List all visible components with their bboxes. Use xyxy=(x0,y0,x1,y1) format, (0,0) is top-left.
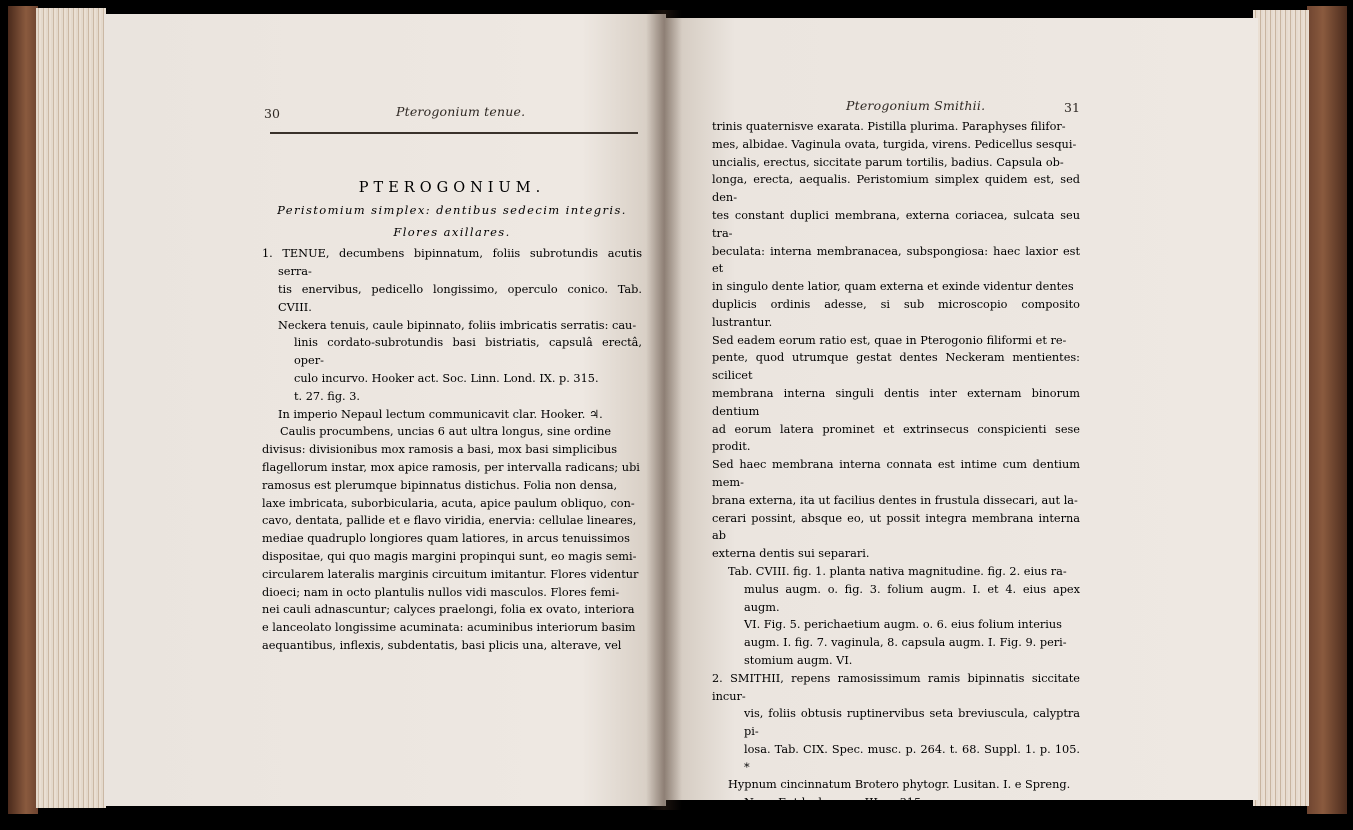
header-rule xyxy=(270,132,638,134)
description-line: dispositae, qui quo magis margini propinqui sunt, eo magis semi- xyxy=(262,549,637,563)
species-line: vis, foliis obtusis ruptinervibus seta breviuscula, calyptra pi- xyxy=(744,707,1080,739)
left-page-text xyxy=(262,180,642,655)
description-line: divisus: divisionibus mox ramosis a basi, mox basi simplicibus xyxy=(262,443,618,457)
genus-character-line: Flores axillares. xyxy=(393,224,511,239)
description-line: aequantibus, inflexis, subdentatis, basi plicis una, alterave, vel xyxy=(262,638,622,652)
description-line: circularem lateralis marginis circuitum imitantur. Flores videntur xyxy=(262,567,639,581)
description-line: dioeci; nam in octo plantulis nullos vidi masculos. Flores femi- xyxy=(262,585,620,599)
text-line: mes, albidae. Vaginula ovata, turgida, virens. Pedicellus sesqui- xyxy=(712,137,1077,151)
text-line: duplicis ordinis adesse, si sub microscopio composito lustrantur. xyxy=(712,297,1080,329)
book-cover-right xyxy=(1307,6,1347,814)
text-line: Sed haec membrana interna connata est intime cum dentium mem- xyxy=(712,458,1080,489)
page-number: 31 xyxy=(1064,100,1080,115)
plate-explanation-line: VI. Fig. 5. perichaetium augm. o. 6. eius folium interius xyxy=(744,618,1062,632)
page-number: 30 xyxy=(264,106,280,121)
genus-heading: PTEROGONIUM. xyxy=(358,180,546,196)
synonym-line: t. 27. fig. 3. xyxy=(294,389,361,403)
plate-explanation-line: mulus augm. o. fig. 3. folium augm. I. et 4. eius apex augm. xyxy=(744,582,1080,614)
book-cover-left xyxy=(8,6,38,814)
text-line: ad eorum latera prominet et extrinsecus conspicienti sese prodit. xyxy=(712,422,1080,454)
right-page-text xyxy=(712,118,1080,830)
species-line: tis enervibus, pedicello longissimo, operculo conico. Tab. CVIII. xyxy=(278,282,642,314)
description-line: flagellorum instar, mox apice ramosis, per intervalla radicans; ubi xyxy=(262,460,640,474)
description-line: cavo, dentata, pallide et e flavo viridia, enervia: cellulae lineares, xyxy=(262,514,637,528)
text-line: in singulo dente latior, quam externa et exinde videntur dentes xyxy=(712,280,1074,294)
description-line: Caulis procumbens, uncias 6 aut ultra longus, sine ordine xyxy=(280,425,612,439)
description-line: ramosus est plerumque bipinnatus distichus. Folia non densa, xyxy=(262,478,618,492)
description-line: mediae quadruplo longiores quam latiores, in arcus tenuissimos xyxy=(262,532,630,546)
text-line: trinis quaternisve exarata. Pistilla plurima. Paraphyses filifor- xyxy=(712,120,1066,133)
text-line: longa, erecta, aequalis. Peristomium simplex quidem est, sed den- xyxy=(712,173,1080,205)
plate-explanation-line: stomium augm. VI. xyxy=(744,653,853,667)
book-gutter xyxy=(646,10,682,810)
description-line: laxe imbricata, suborbicularia, acuta, apice paulum obliquo, con- xyxy=(262,496,635,510)
running-head: Pterogonium Smithii. xyxy=(846,98,986,113)
page-edges-right xyxy=(1253,10,1309,806)
description-line: nei cauli adnascuntur; calyces praelongi, folia ex ovato, interiora xyxy=(262,603,635,617)
description-line: e lanceolato longissime acuminata: acuminibus interiorum basim xyxy=(262,621,636,635)
text-line: membrana interna singuli dentis inter externam binorum dentium xyxy=(712,386,1080,418)
species-line: 2. SMITHII, repens ramosissimum ramis bipinnatis siccitate incur- xyxy=(712,671,1080,703)
text-line: pente, quod utrumque gestat dentes Neckeram mentientes: scilicet xyxy=(712,351,1080,383)
plate-explanation-line: Tab. CVIII. fig. 1. planta nativa magnitudine. fig. 2. eius ra- xyxy=(728,564,1067,578)
text-line: uncialis, erectus, siccitate parum tortilis, badius. Capsula ob- xyxy=(712,155,1064,169)
text-line: cerari possint, absque eo, ut possit integra membrana interna ab xyxy=(712,511,1080,543)
genus-character-line: Peristomium simplex: dentibus sedecim integris. xyxy=(277,202,627,217)
locality-line: In imperio Nepaul lectum communicavit clar. Hooker. ♃. xyxy=(278,407,603,421)
plate-explanation-line: augm. I. fig. 7. vaginula, 8. capsula augm. I. Fig. 9. peri- xyxy=(744,636,1067,650)
species-line: losa. Tab. CIX. Spec. musc. p. 264. t. 68. Suppl. 1. p. 105. * xyxy=(744,742,1080,774)
page-edges-left xyxy=(36,8,106,808)
locality-line: Crescit in Anglia et Helvetia. ♃. xyxy=(728,814,912,828)
text-line: Sed eadem eorum ratio est, quae in Pterogonio filiformi et re- xyxy=(712,333,1067,347)
synonym-line: Hypnum cincinnatum Brotero phytogr. Lusitan. I. e Spreng. xyxy=(728,778,1071,792)
text-line: brana externa, ita ut facilius dentes in frustula dissecari, aut la- xyxy=(712,493,1078,507)
text-line: tes constant duplici membrana, externa coriacea, sulcata seu tra- xyxy=(712,208,1080,240)
synonym-line: linis cordato-subrotundis basi bistriatis, capsulâ erectâ, oper- xyxy=(294,336,642,368)
synonym-line: Neue Entdeckungen III. p. 315. xyxy=(744,796,925,810)
species-line: 1. TENUE, decumbens bipinnatum, foliis subrotundis acutis serra- xyxy=(262,247,642,279)
text-line: externa dentis sui separari. xyxy=(712,547,870,561)
synonym-line: culo incurvo. Hooker act. Soc. Linn. Lond. IX. p. 315. xyxy=(294,371,599,385)
synonym-line: Neckera tenuis, caule bipinnato, foliis imbricatis serratis: cau- xyxy=(278,318,637,332)
text-line: beculata: interna membranacea, subspongiosa: haec laxior est et xyxy=(712,244,1080,276)
running-head: Pterogonium tenue. xyxy=(396,104,526,119)
